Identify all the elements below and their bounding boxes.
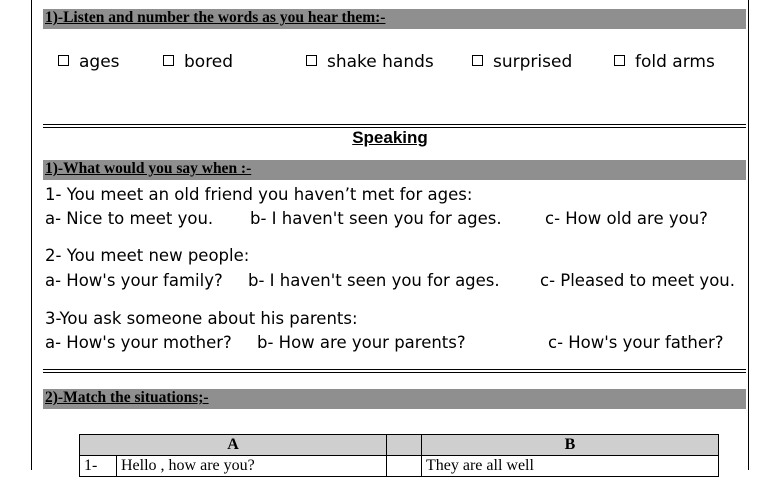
checkbox-icon[interactable] (58, 55, 69, 66)
section-divider (43, 369, 746, 370)
word-item[interactable] (472, 52, 572, 72)
speaking-section-title: 1)-What would you say when :- (45, 160, 252, 177)
question-prompt: 1- You meet an old friend you haven’t met for ages: (45, 185, 473, 204)
word-item[interactable] (614, 52, 715, 72)
word-item[interactable] (306, 52, 434, 72)
column-b-header: B (422, 435, 719, 456)
answer-option[interactable]: b- I haven't seen you for ages. (248, 271, 500, 290)
section-divider (43, 124, 746, 125)
table-header-row (80, 435, 719, 456)
answer-option[interactable]: a- Nice to meet you. (45, 209, 214, 228)
section2-title: 2)-Match the situations;- (45, 389, 209, 406)
word-item[interactable] (163, 52, 233, 72)
answer-cell[interactable] (387, 456, 422, 477)
spacer-column-header (387, 435, 422, 456)
question-prompt: 3-You ask someone about his parents: (45, 309, 358, 328)
row-number: 1- (80, 456, 117, 477)
answer-option[interactable]: c- Pleased to meet you. (540, 271, 735, 290)
checkbox-icon[interactable] (306, 55, 317, 66)
column-a-cell: Hello , how are you? (117, 456, 387, 477)
column-a-header: A (80, 435, 387, 456)
checkbox-icon[interactable] (163, 55, 174, 66)
checkbox-icon[interactable] (614, 55, 625, 66)
word-label: bored (184, 52, 234, 72)
checkbox-icon[interactable] (472, 55, 483, 66)
answer-option[interactable]: a- How's your family? (45, 271, 223, 290)
question-prompt: 2- You meet new people: (45, 246, 250, 265)
word-item[interactable] (58, 52, 120, 72)
word-label: surprised (493, 52, 573, 72)
section-divider (43, 372, 746, 373)
answer-option[interactable]: b- I haven't seen you for ages. (250, 209, 502, 228)
answer-option[interactable]: c- How's your father? (548, 333, 724, 352)
answer-option[interactable]: b- How are your parents? (257, 333, 466, 352)
answer-option[interactable]: c- How old are you? (545, 209, 708, 228)
word-label: fold arms (635, 52, 715, 72)
word-checklist (0, 52, 780, 78)
table-row (80, 456, 719, 477)
section1-title: 1)-Listen and number the words as you hear them:- (45, 9, 386, 26)
word-label: shake hands (327, 52, 434, 72)
word-label: ages (79, 52, 120, 72)
answer-option[interactable]: a- How's your mother? (45, 333, 232, 352)
column-b-cell: They are all well (422, 456, 719, 477)
match-table (79, 434, 719, 477)
speaking-heading: Speaking (352, 128, 428, 147)
